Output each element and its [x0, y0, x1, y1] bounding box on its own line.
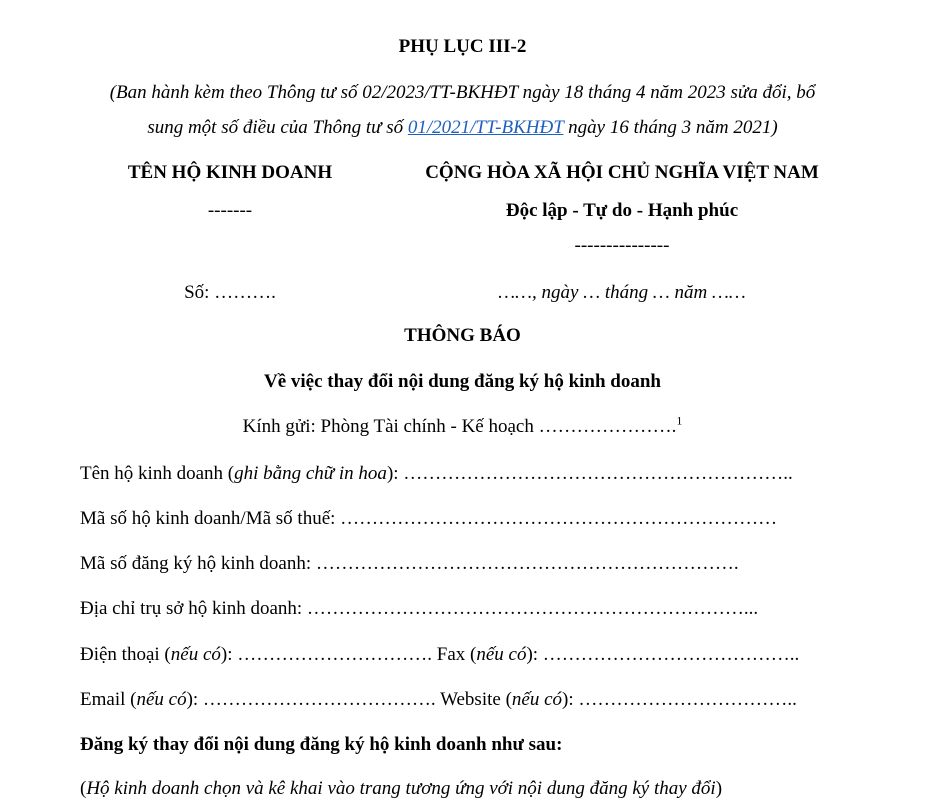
subtitle-line-1: (Ban hành kèm theo Thông tư số 02/2023/TT-BKHĐT ngày 18 tháng 4 năm 2023 sửa đổi, bổ: [109, 82, 816, 103]
national-motto: Độc lập - Tự do - Hạnh phúc: [505, 200, 739, 221]
field-address: Địa chỉ trụ sở hộ kinh doanh: ……………………………………………………………...: [80, 598, 759, 619]
field-registration-code: Mã số đăng ký hộ kinh doanh: ………………………………………………………….: [80, 553, 739, 574]
document-number: Số: ……….: [184, 282, 276, 303]
notice-recipient: [0, 413, 925, 438]
field-tax-code: Mã số hộ kinh doanh/Mã số thuế: ……………………………………………………………: [80, 508, 778, 529]
website-optional: nếu có: [511, 689, 563, 710]
website-blank: ): ……………………………..: [562, 689, 797, 710]
instruction-close: ): [715, 778, 723, 799]
instruction-line: [80, 778, 722, 800]
email-blank: ): ………………………………. Website (: [186, 689, 512, 710]
business-name-blank: ): ……………………………………………………..: [386, 463, 793, 484]
document-date: ……, ngày … tháng … năm ……: [498, 282, 746, 303]
section-heading: Đăng ký thay đổi nội dung đăng ký hộ kinh doanh như sau:: [80, 734, 563, 755]
phone-blank: ): …………………………. Fax (: [220, 644, 477, 665]
phone-label: Điện thoại (: [80, 644, 171, 665]
recipient-text: Kính gửi: Phòng Tài chính - Kế hoạch ………………….: [242, 416, 677, 437]
field-email-website: [80, 689, 797, 711]
fax-blank: ): …………………………………..: [526, 644, 800, 665]
field-business-name: [80, 463, 793, 485]
email-label: Email (: [80, 689, 137, 710]
country-name: CỘNG HÒA XÃ HỘI CHỦ NGHĨA VIỆT NAM: [425, 162, 819, 183]
left-dash: -------: [207, 200, 253, 221]
instruction-open: (: [80, 778, 87, 799]
footnote-mark: 1: [676, 413, 683, 428]
notice-subject: Về việc thay đổi nội dung đăng ký hộ kinh doanh: [263, 371, 662, 392]
email-optional: nếu có: [136, 689, 187, 710]
field-phone-fax: [80, 644, 799, 666]
instruction-text: Hộ kinh doanh chọn và kê khai vào trang tương ứng với nội dung đăng ký thay đổi: [86, 778, 716, 799]
subtitle-text-b: ngày 16 tháng 3 năm 2021): [563, 117, 778, 138]
right-dash: ---------------: [574, 235, 670, 256]
notice-title: THÔNG BÁO: [404, 325, 521, 346]
subtitle-text-a: sung một số điều của Thông tư số: [147, 117, 408, 138]
business-name-note: ghi bằng chữ in hoa: [234, 463, 387, 484]
phone-optional: nếu có: [170, 644, 221, 665]
circular-link[interactable]: 01/2021/TT-BKHĐT: [407, 117, 564, 138]
fax-optional: nếu có: [476, 644, 527, 665]
subtitle-line-2: [0, 117, 925, 139]
appendix-title: PHỤ LỤC III-2: [398, 36, 527, 57]
business-name-label: Tên hộ kinh doanh (: [80, 463, 235, 484]
business-name-header: TÊN HỘ KINH DOANH: [127, 162, 333, 183]
